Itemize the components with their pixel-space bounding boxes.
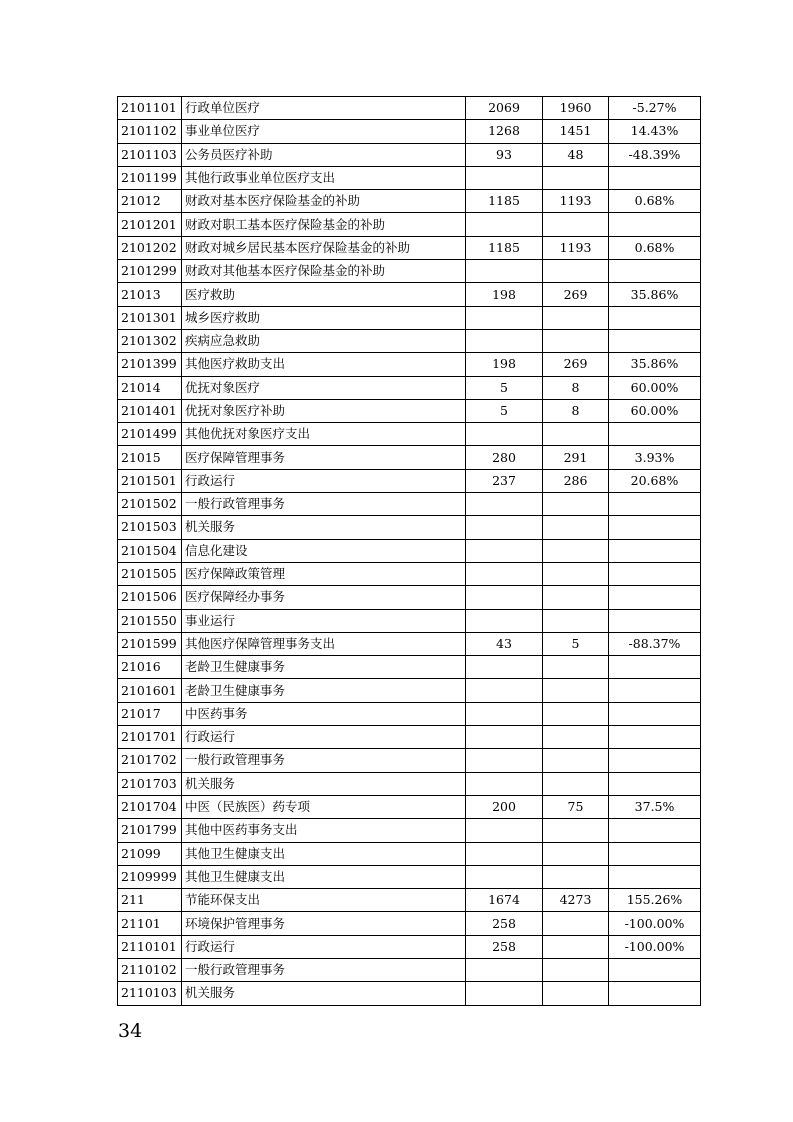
prior-value-cell: [466, 329, 543, 352]
subject-name-cell: 行政运行: [182, 469, 466, 492]
change-rate-cell: 35.86%: [609, 283, 701, 306]
subject-name-cell: 老龄卫生健康事务: [182, 679, 466, 702]
table-row: [118, 842, 701, 865]
subject-name-cell: 城乡医疗救助: [182, 306, 466, 329]
subject-name-cell: 优抚对象医疗: [182, 376, 466, 399]
table-row: [118, 423, 701, 446]
current-value-cell: 5: [543, 632, 609, 655]
current-value-cell: 48: [543, 143, 609, 166]
subject-code-cell: 2101502: [118, 493, 182, 516]
subject-code-cell: 2101701: [118, 726, 182, 749]
table-row: [118, 982, 701, 1005]
prior-value-cell: [466, 539, 543, 562]
table-row: [118, 586, 701, 609]
prior-value-cell: 198: [466, 353, 543, 376]
prior-value-cell: [466, 306, 543, 329]
table-row: [118, 935, 701, 958]
table-row: [118, 539, 701, 562]
change-rate-cell: -88.37%: [609, 632, 701, 655]
table-row: [118, 376, 701, 399]
change-rate-cell: [609, 260, 701, 283]
subject-code-cell: 2101401: [118, 399, 182, 422]
subject-name-cell: 优抚对象医疗补助: [182, 399, 466, 422]
change-rate-cell: [609, 516, 701, 539]
prior-value-cell: [466, 166, 543, 189]
table-row: [118, 353, 701, 376]
table-row: [118, 656, 701, 679]
table-row: [118, 632, 701, 655]
subject-name-cell: 中医药事务: [182, 702, 466, 725]
change-rate-cell: [609, 329, 701, 352]
change-rate-cell: -100.00%: [609, 912, 701, 935]
subject-code-cell: 2101501: [118, 469, 182, 492]
current-value-cell: [543, 842, 609, 865]
current-value-cell: 8: [543, 376, 609, 399]
subject-name-cell: 节能环保支出: [182, 889, 466, 912]
table-row: [118, 306, 701, 329]
subject-code-cell: 21012: [118, 190, 182, 213]
prior-value-cell: 1268: [466, 120, 543, 143]
current-value-cell: 75: [543, 795, 609, 818]
prior-value-cell: [466, 423, 543, 446]
subject-code-cell: 2101601: [118, 679, 182, 702]
table-row: [118, 609, 701, 632]
prior-value-cell: 280: [466, 446, 543, 469]
subject-name-cell: 医疗保障经办事务: [182, 586, 466, 609]
subject-name-cell: 医疗保障政策管理: [182, 562, 466, 585]
change-rate-cell: [609, 749, 701, 772]
page-number: 34: [118, 1020, 143, 1042]
subject-name-cell: 其他医疗保障管理事务支出: [182, 632, 466, 655]
current-value-cell: [543, 306, 609, 329]
table-row: [118, 283, 701, 306]
change-rate-cell: 60.00%: [609, 376, 701, 399]
current-value-cell: [543, 726, 609, 749]
subject-code-cell: 2101101: [118, 97, 182, 120]
current-value-cell: [543, 935, 609, 958]
prior-value-cell: [466, 842, 543, 865]
table-row: [118, 166, 701, 189]
subject-name-cell: 环境保护管理事务: [182, 912, 466, 935]
prior-value-cell: [466, 958, 543, 981]
change-rate-cell: [609, 702, 701, 725]
prior-value-cell: 258: [466, 935, 543, 958]
subject-name-cell: 事业单位医疗: [182, 120, 466, 143]
subject-name-cell: 医疗救助: [182, 283, 466, 306]
prior-value-cell: 2069: [466, 97, 543, 120]
table-row: [118, 702, 701, 725]
current-value-cell: [543, 958, 609, 981]
current-value-cell: 8: [543, 399, 609, 422]
change-rate-cell: [609, 679, 701, 702]
subject-code-cell: 2101799: [118, 819, 182, 842]
prior-value-cell: 237: [466, 469, 543, 492]
change-rate-cell: 155.26%: [609, 889, 701, 912]
current-value-cell: [543, 539, 609, 562]
prior-value-cell: [466, 982, 543, 1005]
subject-code-cell: 2101503: [118, 516, 182, 539]
current-value-cell: [543, 865, 609, 888]
change-rate-cell: 60.00%: [609, 399, 701, 422]
current-value-cell: [543, 423, 609, 446]
change-rate-cell: 3.93%: [609, 446, 701, 469]
change-rate-cell: [609, 656, 701, 679]
current-value-cell: [543, 749, 609, 772]
table-row: [118, 726, 701, 749]
subject-name-cell: 其他卫生健康支出: [182, 865, 466, 888]
change-rate-cell: [609, 726, 701, 749]
table-row: [118, 97, 701, 120]
table-row: [118, 493, 701, 516]
prior-value-cell: 198: [466, 283, 543, 306]
prior-value-cell: [466, 749, 543, 772]
subject-code-cell: 2101505: [118, 562, 182, 585]
change-rate-cell: [609, 539, 701, 562]
subject-name-cell: 信息化建设: [182, 539, 466, 562]
change-rate-cell: -5.27%: [609, 97, 701, 120]
subject-name-cell: 医疗保障管理事务: [182, 446, 466, 469]
table-row: [118, 562, 701, 585]
subject-code-cell: 2101302: [118, 329, 182, 352]
prior-value-cell: 200: [466, 795, 543, 818]
subject-code-cell: 2101199: [118, 166, 182, 189]
current-value-cell: [543, 586, 609, 609]
current-value-cell: [543, 656, 609, 679]
subject-name-cell: 公务员医疗补助: [182, 143, 466, 166]
change-rate-cell: 20.68%: [609, 469, 701, 492]
prior-value-cell: 1674: [466, 889, 543, 912]
subject-code-cell: 21013: [118, 283, 182, 306]
current-value-cell: [543, 516, 609, 539]
change-rate-cell: [609, 562, 701, 585]
table-row: [118, 143, 701, 166]
table-row: [118, 446, 701, 469]
change-rate-cell: [609, 423, 701, 446]
current-value-cell: 269: [543, 353, 609, 376]
prior-value-cell: 1185: [466, 236, 543, 259]
subject-name-cell: 机关服务: [182, 982, 466, 1005]
subject-code-cell: 21016: [118, 656, 182, 679]
table-row: [118, 213, 701, 236]
prior-value-cell: [466, 702, 543, 725]
subject-name-cell: 疾病应急救助: [182, 329, 466, 352]
subject-name-cell: 财政对职工基本医疗保险基金的补助: [182, 213, 466, 236]
current-value-cell: 286: [543, 469, 609, 492]
subject-name-cell: 行政运行: [182, 726, 466, 749]
subject-name-cell: 一般行政管理事务: [182, 749, 466, 772]
change-rate-cell: -100.00%: [609, 935, 701, 958]
subject-code-cell: 2101201: [118, 213, 182, 236]
current-value-cell: 1193: [543, 190, 609, 213]
change-rate-cell: -48.39%: [609, 143, 701, 166]
budget-table: [117, 96, 701, 1006]
change-rate-cell: [609, 772, 701, 795]
current-value-cell: [543, 702, 609, 725]
prior-value-cell: [466, 726, 543, 749]
subject-code-cell: 2110101: [118, 935, 182, 958]
subject-code-cell: 21017: [118, 702, 182, 725]
table-row: [118, 190, 701, 213]
change-rate-cell: [609, 586, 701, 609]
current-value-cell: [543, 213, 609, 236]
change-rate-cell: [609, 842, 701, 865]
prior-value-cell: [466, 772, 543, 795]
prior-value-cell: 5: [466, 399, 543, 422]
prior-value-cell: [466, 679, 543, 702]
change-rate-cell: 0.68%: [609, 236, 701, 259]
change-rate-cell: [609, 819, 701, 842]
prior-value-cell: [466, 586, 543, 609]
change-rate-cell: 14.43%: [609, 120, 701, 143]
subject-code-cell: 2101399: [118, 353, 182, 376]
change-rate-cell: [609, 865, 701, 888]
table-row: [118, 516, 701, 539]
subject-code-cell: 2110102: [118, 958, 182, 981]
subject-code-cell: 2101702: [118, 749, 182, 772]
current-value-cell: 4273: [543, 889, 609, 912]
current-value-cell: [543, 679, 609, 702]
current-value-cell: [543, 982, 609, 1005]
subject-code-cell: 2101599: [118, 632, 182, 655]
change-rate-cell: 37.5%: [609, 795, 701, 818]
subject-code-cell: 2101499: [118, 423, 182, 446]
change-rate-cell: 35.86%: [609, 353, 701, 376]
current-value-cell: [543, 329, 609, 352]
subject-name-cell: 老龄卫生健康事务: [182, 656, 466, 679]
current-value-cell: 1451: [543, 120, 609, 143]
current-value-cell: [543, 772, 609, 795]
current-value-cell: [543, 493, 609, 516]
current-value-cell: 1193: [543, 236, 609, 259]
change-rate-cell: [609, 306, 701, 329]
table-row: [118, 329, 701, 352]
table-row: [118, 749, 701, 772]
subject-code-cell: 2101703: [118, 772, 182, 795]
table-row: [118, 865, 701, 888]
prior-value-cell: [466, 213, 543, 236]
table-row: [118, 958, 701, 981]
subject-code-cell: 2101504: [118, 539, 182, 562]
current-value-cell: [543, 166, 609, 189]
table-row: [118, 236, 701, 259]
current-value-cell: [543, 912, 609, 935]
subject-code-cell: 2101103: [118, 143, 182, 166]
subject-code-cell: 2101301: [118, 306, 182, 329]
prior-value-cell: [466, 562, 543, 585]
table-row: [118, 399, 701, 422]
change-rate-cell: [609, 213, 701, 236]
table-row: [118, 120, 701, 143]
subject-name-cell: 财政对其他基本医疗保险基金的补助: [182, 260, 466, 283]
subject-name-cell: 中医（民族医）药专项: [182, 795, 466, 818]
subject-name-cell: 其他卫生健康支出: [182, 842, 466, 865]
subject-code-cell: 2110103: [118, 982, 182, 1005]
table-row: [118, 889, 701, 912]
current-value-cell: [543, 562, 609, 585]
table-row: [118, 469, 701, 492]
subject-name-cell: 其他中医药事务支出: [182, 819, 466, 842]
subject-name-cell: 机关服务: [182, 516, 466, 539]
prior-value-cell: 258: [466, 912, 543, 935]
prior-value-cell: [466, 819, 543, 842]
table-row: [118, 912, 701, 935]
change-rate-cell: [609, 982, 701, 1005]
change-rate-cell: 0.68%: [609, 190, 701, 213]
subject-name-cell: 其他行政事业单位医疗支出: [182, 166, 466, 189]
current-value-cell: 1960: [543, 97, 609, 120]
subject-code-cell: 21015: [118, 446, 182, 469]
table-row: [118, 795, 701, 818]
current-value-cell: [543, 609, 609, 632]
current-value-cell: [543, 819, 609, 842]
prior-value-cell: 5: [466, 376, 543, 399]
subject-name-cell: 事业运行: [182, 609, 466, 632]
subject-code-cell: 21014: [118, 376, 182, 399]
current-value-cell: 291: [543, 446, 609, 469]
subject-name-cell: 机关服务: [182, 772, 466, 795]
table-body: [118, 97, 701, 1006]
prior-value-cell: 1185: [466, 190, 543, 213]
subject-name-cell: 一般行政管理事务: [182, 493, 466, 516]
subject-code-cell: 2101550: [118, 609, 182, 632]
subject-code-cell: 2101102: [118, 120, 182, 143]
subject-name-cell: 其他优抚对象医疗支出: [182, 423, 466, 446]
subject-name-cell: 行政单位医疗: [182, 97, 466, 120]
prior-value-cell: [466, 656, 543, 679]
change-rate-cell: [609, 958, 701, 981]
prior-value-cell: [466, 493, 543, 516]
subject-code-cell: 2101704: [118, 795, 182, 818]
subject-name-cell: 财政对基本医疗保险基金的补助: [182, 190, 466, 213]
table-row: [118, 772, 701, 795]
table-row: [118, 260, 701, 283]
subject-code-cell: 21099: [118, 842, 182, 865]
table-row: [118, 679, 701, 702]
subject-code-cell: 211: [118, 889, 182, 912]
subject-code-cell: 2101202: [118, 236, 182, 259]
change-rate-cell: [609, 609, 701, 632]
subject-code-cell: 21101: [118, 912, 182, 935]
change-rate-cell: [609, 166, 701, 189]
change-rate-cell: [609, 493, 701, 516]
prior-value-cell: [466, 516, 543, 539]
prior-value-cell: [466, 609, 543, 632]
subject-name-cell: 行政运行: [182, 935, 466, 958]
prior-value-cell: [466, 260, 543, 283]
table-row: [118, 819, 701, 842]
subject-code-cell: 2109999: [118, 865, 182, 888]
subject-name-cell: 财政对城乡居民基本医疗保险基金的补助: [182, 236, 466, 259]
subject-code-cell: 2101506: [118, 586, 182, 609]
prior-value-cell: 43: [466, 632, 543, 655]
subject-name-cell: 其他医疗救助支出: [182, 353, 466, 376]
subject-name-cell: 一般行政管理事务: [182, 958, 466, 981]
prior-value-cell: [466, 865, 543, 888]
current-value-cell: 269: [543, 283, 609, 306]
current-value-cell: [543, 260, 609, 283]
prior-value-cell: 93: [466, 143, 543, 166]
subject-code-cell: 2101299: [118, 260, 182, 283]
